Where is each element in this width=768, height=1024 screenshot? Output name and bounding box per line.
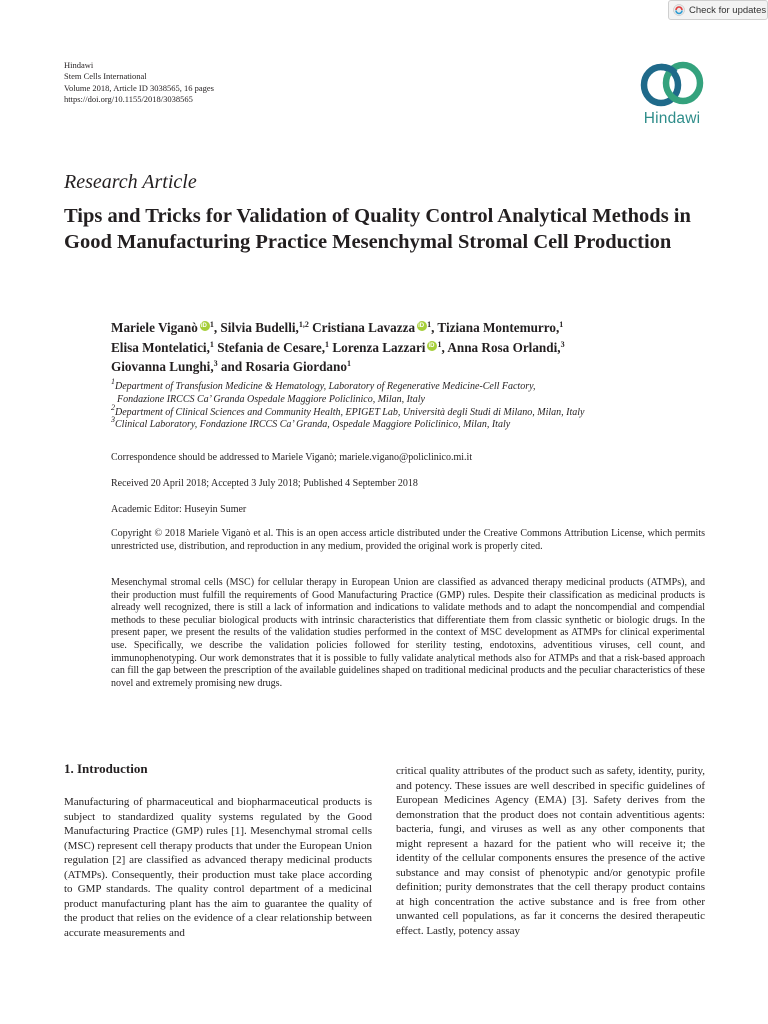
author-name — [332, 340, 441, 355]
article-type: Research Article — [64, 171, 197, 193]
author-name — [111, 320, 214, 335]
check-for-updates-button[interactable] — [668, 0, 768, 20]
copyright-notice: Copyright © 2018 Mariele Viganò et al. This is an open access article distributed under the Creative Commons Attribution License, which permits unrestricted use, distribution, and reproduction in any medium, provided the original work is properly cited. — [111, 528, 705, 552]
affiliation-marker: 1 — [325, 339, 330, 349]
author-name-text: Stefania de Cesare, — [217, 339, 326, 355]
author-name-text: Cristiana Lavazza — [312, 320, 416, 335]
publication-dates: Received 20 April 2018; Accepted 3 July 2018; Published 4 September 2018 — [111, 478, 418, 489]
author-name — [312, 320, 431, 335]
author-name-text: Silvia Budelli, — [220, 320, 299, 335]
author-name-text: Lorenza Lazzari — [332, 339, 426, 355]
academic-editor: Academic Editor: Huseyin Sumer — [111, 504, 247, 515]
affiliation-marker: 1,2 — [298, 320, 309, 329]
author-list: Mariele ViganòiD $^1$, Silvia Budelli,$^{1,2}$ Cristiana LavazzaiD $^1$, Tiziana Montemurro,$^1$ Elisa Montelatici,$^1$ Stefania de Cesare,$^1$ Lorenza LazzariiD $^1$, Anna Rosa Orlandi,$^3$ Giovanna Lunghi,$^3$ and Rosaria Giordano$^1$ — [111, 318, 671, 377]
affiliation-marker: 1 — [427, 320, 432, 329]
article-title: Tips and Tricks for Validation of Quality Control Analytical Methods in Good Manufacturing Practice Mesenchymal Stromal Cell Production — [64, 205, 691, 253]
author-name-text: and Rosaria Giordano — [220, 359, 347, 374]
affiliation-item — [111, 415, 681, 432]
author-name — [217, 340, 329, 355]
author-name — [220, 320, 308, 335]
affiliation-marker: 1 — [209, 320, 214, 329]
author-name-text: Giovanna Lunghi, — [111, 359, 214, 374]
author-name-text: Elisa Montelatici, — [111, 339, 210, 355]
volume-info: Volume 2018, Article ID 3038565, 16 pages — [64, 82, 214, 93]
affiliation-marker: 1 — [437, 339, 442, 349]
check-for-updates-label: Check for updates — [689, 4, 767, 16]
body-text-column-left: Manufacturing of pharmaceutical and biopharmaceutical products is subject to standardized quality systems regulated by the Good Manufacturing Practice (GMP) rules [1]. Mesenchymal stromal cells (MSC) represent cell therapy products that under the European Union regulation [2] are classified as advanced therapy medicinal products (ATMPs). Consequently, their production must take place according to GMP standards. The quality control department of a medicinal product manufacturing plant has the aim to guarantee the quality of the product that relies on the evidence of a clear relationship between accurate measurements and — [64, 796, 372, 939]
author-name-text: Mariele Viganò — [111, 320, 198, 335]
orcid-icon[interactable] — [427, 341, 437, 351]
body-text-column-right: critical quality attributes of the product such as safety, identity, purity, and potency. These issues are well described in specific guidelines of European Medicines Agency (EMA) [3]. Safety derives from the demonstration that the product does not contain adventitious agents: bacteria, fungi, and viruses as well as any other components that might represent a hazard for the patient who will receive it; the identity of the cellular components ensures the presence of the active substance and may consist of phenotypic and/or genotypic profile definition; purity demonstrates that the cell therapy product contains at high concentration the active substance and is free from other unwanted cell populations, as far it concerns the desired therapeutic effect. Lastly, potency assay — [396, 765, 705, 938]
abstract: Mesenchymal stromal cells (MSC) for cellular therapy in European Union are classified as advanced therapy medicinal products (ATMPs), and their production must fulfill the requirements of Good Manufacturing Practice (GMP) rules. Despite their classification as medicinal products is already well recognized, there is still a lack of information and indications to validate methods and to adapt the noncompendial and compendial methods to these peculiar biological products with intrinsic characteristics that differentiate them from classic synthetic or biologic drugs. In the present paper, we present the results of the validation studies performed in the context of MSC development as ATMPs for clinical experimental use. Specifically, we describe the validation policies followed for sterility testing, endotoxins, adventitious viruses, cell count, and immunophenotyping. Our work demonstrates that it is possible to fully validate analytical methods also for ATMPs and that a risk-based approach can fill the gap between the prescription of the available guidelines shaped on traditional medicinal products and the peculiar characteristics of these novel and extremely promising new drugs. — [111, 577, 705, 689]
affiliation-number: 2 — [111, 402, 115, 412]
hindawi-logo — [634, 59, 710, 128]
author-name-text: Anna Rosa Orlandi, — [447, 339, 561, 355]
affiliation-marker: 1 — [209, 339, 214, 349]
hindawi-logo-icon — [639, 59, 705, 109]
affiliation-item — [111, 402, 681, 420]
hindawi-logo-text: Hindawi — [643, 110, 701, 127]
author-name — [111, 340, 214, 355]
affiliation-marker: 3 — [213, 359, 218, 368]
affiliation-marker: 3 — [560, 339, 565, 349]
author-name-text: Tiziana Montemurro, — [437, 320, 560, 335]
doi-link[interactable]: https://doi.org/10.1155/2018/3038565 — [64, 94, 193, 105]
affiliation-marker: 1 — [346, 359, 351, 368]
author-name — [111, 359, 218, 374]
affiliation-item — [111, 377, 681, 394]
affiliation-number: 3 — [111, 415, 115, 425]
affiliation-marker: 1 — [559, 320, 564, 329]
journal-name: Stem Cells International — [64, 71, 147, 82]
update-check-icon — [673, 4, 685, 16]
affiliation-text: Department of Clinical Sciences and Community Health, EPIGET Lab, Università degli Studi di Milano, Milan, Italy — [115, 406, 585, 418]
affiliation-number: 1 — [111, 377, 115, 386]
author-name — [437, 320, 563, 335]
affiliations — [111, 377, 681, 432]
correspondence: Correspondence should be addressed to Mariele Viganò; mariele.vigano@policlinico.mi.it — [111, 452, 473, 463]
orcid-icon[interactable] — [200, 321, 210, 331]
affiliation-text: Department of Transfusion Medicine & Hematology, Laboratory of Regenerative Medicine-Cell Factory, — [115, 381, 536, 392]
publisher-name: Hindawi — [64, 60, 94, 70]
author-name — [221, 359, 351, 374]
affiliation-text-continued: Fondazione IRCCS Ca’ Granda Ospedale Maggiore Policlinico, Milan, Italy — [117, 393, 425, 405]
author-name — [447, 340, 564, 355]
orcid-icon[interactable] — [417, 321, 427, 331]
section-heading-introduction: 1. Introduction — [64, 761, 148, 776]
affiliation-text: Clinical Laboratory, Fondazione IRCCS Ca’ Granda, Ospedale Maggiore Policlinico, Milan, Italy — [115, 419, 511, 431]
journal-metadata — [64, 60, 214, 106]
